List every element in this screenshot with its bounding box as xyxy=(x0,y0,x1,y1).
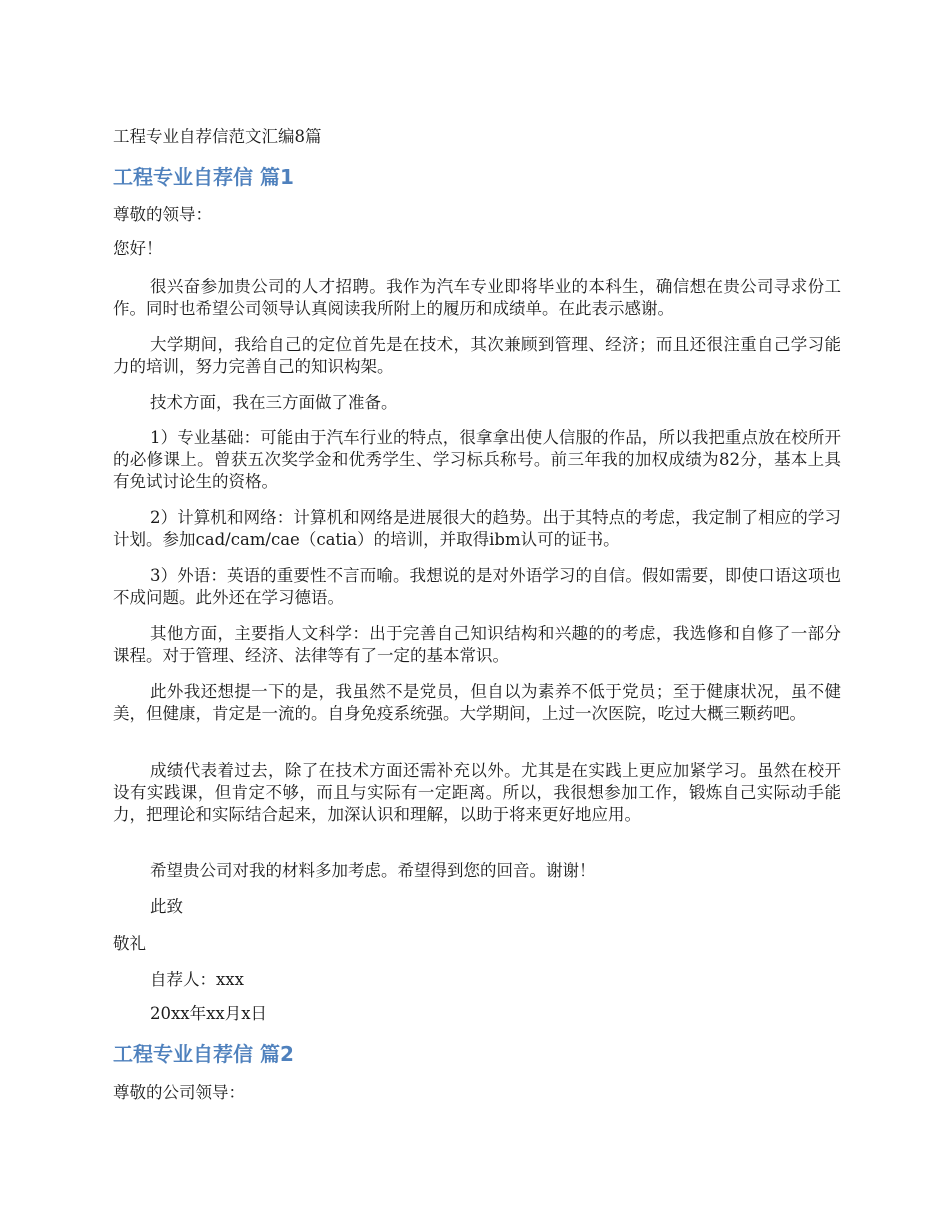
section-heading-1: 工程专业自荐信 篇1 xyxy=(113,165,294,189)
paragraph-6: 3）外语：英语的重要性不言而喻。我想说的是对外语学习的自信。假如需要，即使口语这项也不成问题。此外还在学习德语。 xyxy=(113,566,841,607)
signature: 自荐人：xxx xyxy=(150,970,244,989)
salutation-1: 您好！ xyxy=(113,239,163,258)
paragraph-1: 很兴奋参加贵公司的人才招聘。我作为汽车专业即将毕业的本科生，确信想在贵公司寻求份工作。同时也希望公司领导认真阅读我所附上的履历和成绩单。在此表示感谢。 xyxy=(113,277,841,318)
paragraph-9: 成绩代表着过去，除了在技术方面还需补充以外。尤其是在实践上更应加紧学习。虽然在校开设有实践课，但肯定不够，而且与实际有一定距离。所以，我很想参加工作，锻炼自己实际动手能力，把理论和实际结合起来，加深认识和理解，以助于将来更好地应用。 xyxy=(113,761,841,824)
section-heading-2: 工程专业自荐信 篇2 xyxy=(113,1042,294,1066)
paragraph-8: 此外我还想提一下的是，我虽然不是党员，但自以为素养不低于党员；至于健康状况，虽不健美，但健康，肯定是一流的。自身免疫系统强。大学期间，上过一次医院，吃过大概三颗药吧。 xyxy=(113,682,841,723)
closing: 敬礼 xyxy=(113,934,146,953)
paragraph-2: 大学期间，我给自己的定位首先是在技术，其次兼顾到管理、经济；而且还很注重自己学习能力的培训，努力完善自己的知识构架。 xyxy=(113,335,841,376)
paragraph-7: 其他方面，主要指人文科学：出于完善自己知识结构和兴趣的的考虑，我选修和自修了一部分课程。对于管理、经济、法律等有了一定的基本常识。 xyxy=(113,624,841,665)
paragraph-4: 1）专业基础：可能由于汽车行业的特点，很拿拿出使人信服的作品，所以我把重点放在校所开的必修课上。曾获五次奖学金和优秀学生、学习标兵称号。前三年我的加权成绩为82分，基本上具有免试讨论生的资格。 xyxy=(113,428,841,491)
document-title: 工程专业自荐信范文汇编8篇 xyxy=(113,127,322,146)
greeting-1: 尊敬的领导： xyxy=(113,205,212,224)
paragraph-3: 技术方面，我在三方面做了准备。 xyxy=(150,393,398,412)
paragraph-5: 2）计算机和网络：计算机和网络是进展很大的趋势。出于其特点的考虑，我定制了相应的学习计划。参加cad/cam/cae（catia）的培训，并取得ibm认可的证书。 xyxy=(113,508,841,549)
paragraph-10: 希望贵公司对我的材料多加考虑。希望得到您的回音。谢谢！ xyxy=(150,861,596,880)
date: 20xx年xx月x日 xyxy=(150,1004,268,1023)
greeting-2: 尊敬的公司领导： xyxy=(113,1083,245,1102)
paragraph-11: 此致 xyxy=(150,897,183,916)
